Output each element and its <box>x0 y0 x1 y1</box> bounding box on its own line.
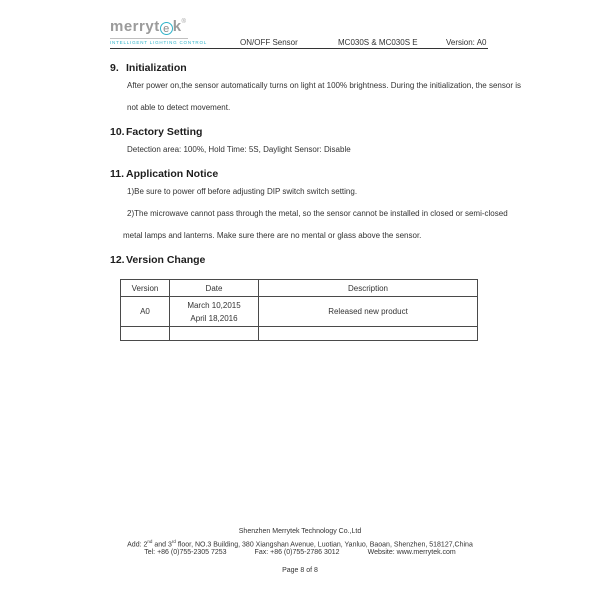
paragraph-line: metal lamps and lanterns. Make sure there are no mental or glass above the sensor. <box>123 231 422 240</box>
logo-brand-part2: k <box>172 18 182 35</box>
page-footer <box>0 528 600 574</box>
cell-version: A0 <box>121 297 170 327</box>
table-empty-row <box>121 327 478 341</box>
logo-brand-part1: merryt <box>110 18 160 35</box>
version-change-table <box>120 279 478 341</box>
ordinal-superscript: nd <box>147 539 153 544</box>
cell-empty <box>259 327 478 341</box>
cell-empty <box>170 327 259 341</box>
document-content <box>110 62 521 341</box>
cell-date <box>170 297 259 327</box>
paragraph-line: After power on,the sensor automatically turns on light at 100% brightness. During the initialization, the sensor is <box>127 81 521 90</box>
address-text: Add: 2 <box>127 541 148 549</box>
page-number: Page 8 of 8 <box>282 567 318 575</box>
section-number: 9. <box>110 62 119 74</box>
section-number: 12. <box>110 254 125 266</box>
merrytek-logo <box>110 18 208 45</box>
paragraph-line: 1)Be sure to power off before adjusting DIP switch switch setting. <box>127 187 358 196</box>
footer-tel: Tel: +86 (0)755-2305 7253 <box>144 549 227 557</box>
column-header-date: Date <box>170 280 259 297</box>
cell-description: Released new product <box>259 297 478 327</box>
header-model-number: MC030S & MC030S E <box>338 38 418 47</box>
paragraph-line: not able to detect movement. <box>127 103 231 112</box>
logo-e-circle-icon: e <box>160 22 173 35</box>
ordinal-superscript: rd <box>171 539 176 544</box>
paragraph-line: 2)The microwave cannot pass through the metal, so the sensor cannot be installed in closed or semi-closed <box>127 209 508 218</box>
header-doc-type: ON/OFF Sensor <box>240 38 298 47</box>
section-number: 11. <box>110 168 125 180</box>
column-header-description: Description <box>259 280 478 297</box>
cell-empty <box>121 327 170 341</box>
table-row <box>121 297 478 327</box>
address-text: floor, NO.3 Building, 380 Xiangshan Avenue, Luotian, Yanluo, Baoan, Shenzhen, 518127,China <box>175 541 473 549</box>
section-title: Application Notice <box>126 168 219 180</box>
section-heading-application-notice <box>110 168 492 181</box>
logo-brand-text <box>110 18 188 36</box>
section-heading-version-change <box>110 254 492 267</box>
address-text: and 3 <box>152 541 172 549</box>
date-line: March 10,2015 <box>187 300 241 310</box>
column-header-version: Version <box>121 280 170 297</box>
footer-company-name: Shenzhen Merrytek Technology Co.,Ltd <box>238 528 362 535</box>
section-title: Version Change <box>126 254 206 266</box>
section-heading-factory-setting <box>110 126 492 139</box>
section-title: Factory Setting <box>126 126 203 138</box>
logo-tagline: INTELLIGENT LIGHTING CONTROL <box>110 40 208 45</box>
header-version: Version: A0 <box>446 38 487 47</box>
table-header-row <box>121 280 478 297</box>
footer-website: Website: www.merrytek.com <box>367 549 456 557</box>
paragraph-line: Detection area: 100%, Hold Time: 5S, Daylight Sensor: Disable <box>127 145 351 154</box>
section-title: Initialization <box>126 62 187 74</box>
header-divider <box>110 48 488 49</box>
date-line: April 18,2016 <box>190 313 238 323</box>
registered-trademark-icon: ® <box>181 19 186 25</box>
footer-address <box>0 539 600 548</box>
section-heading-initialization <box>110 62 492 75</box>
footer-contacts <box>0 549 600 556</box>
footer-fax: Fax: +86 (0)755-2786 3012 <box>254 549 340 557</box>
section-number: 10. <box>110 126 125 138</box>
